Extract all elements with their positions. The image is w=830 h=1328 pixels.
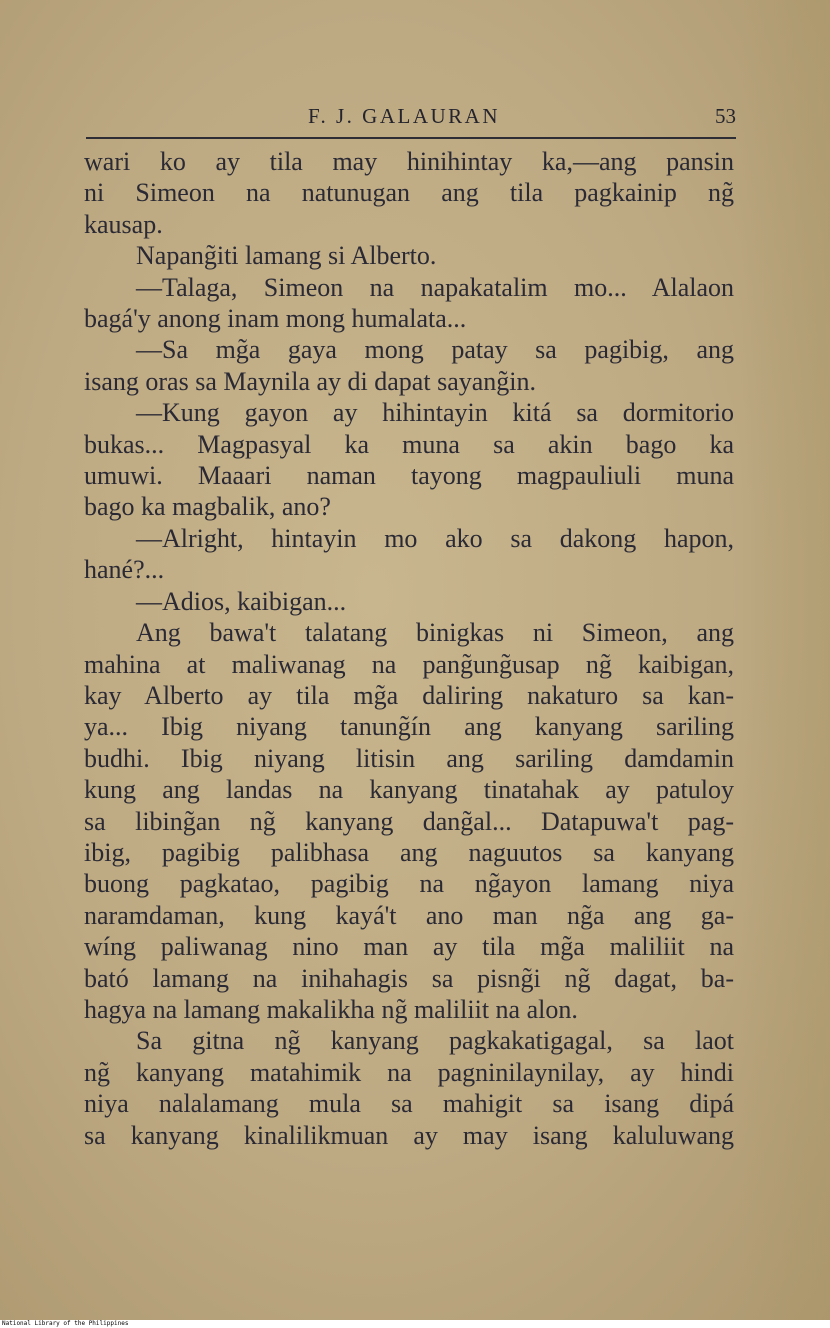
text-line: Ang bawa't talatang binigkas ni Simeon, ang bbox=[136, 618, 734, 648]
text-line: —Talaga, Simeon na napakatalim mo... Alalaon bbox=[136, 272, 734, 302]
text-line: —Alright, hintayin mo ako sa dakong hapon, bbox=[136, 523, 734, 553]
text-line: —Kung gayon ay hihintayin kitá sa dormitorio bbox=[136, 398, 734, 428]
text-line: bagá'y anong inam mong humalata... bbox=[84, 304, 467, 334]
text-line: ng̃ kanyang matahimik na pagninilaynilay, ay hindi bbox=[84, 1057, 734, 1087]
text-line: niya nalalamang mula sa mahigit sa isang dipá bbox=[84, 1089, 734, 1119]
text-line: isang oras sa Maynila ay di dapat sayang̃in. bbox=[84, 366, 536, 396]
page-edge-shading bbox=[740, 0, 830, 1320]
page-number: 53 bbox=[715, 104, 736, 128]
text-line: ya... Ibig niyang tanung̃ín ang kanyang sariling bbox=[84, 712, 734, 742]
running-head-author: F. J. GALAURAN bbox=[308, 104, 500, 128]
text-line: bukas... Magpasyal ka muna sa akin bago ka bbox=[84, 429, 734, 459]
text-line: —Sa mg̃a gaya mong patay sa pagibig, ang bbox=[136, 335, 734, 365]
text-line: buong pagkatao, pagibig na ng̃ayon lamang niya bbox=[84, 869, 734, 899]
header-rule bbox=[86, 137, 736, 139]
text-line: kung ang landas na kanyang tinatahak ay patuloy bbox=[84, 775, 734, 805]
text-line: umuwi. Maaari naman tayong magpauliuli muna bbox=[84, 461, 734, 491]
text-line: kausap. bbox=[84, 209, 163, 239]
library-credit: National Library of the Philippines bbox=[2, 1320, 129, 1327]
text-line: wari ko ay tila may hinihintay ka,—ang pansin bbox=[84, 147, 734, 176]
text-line: hagya na lamang makalikha ng̃ maliliit na alon. bbox=[84, 994, 578, 1024]
text-line: sa libing̃an ng̃ kanyang dang̃al... Datapuwa't pag- bbox=[84, 806, 734, 836]
text-line: naramdaman, kung kayá't ano man ng̃a ang ga- bbox=[84, 900, 734, 930]
text-line: —Adios, kaibigan... bbox=[136, 586, 347, 616]
text-line: mahina at maliwanag na pang̃ung̃usap ng̃ kaibigan, bbox=[84, 649, 734, 679]
text-line: bago ka magbalik, ano? bbox=[84, 492, 331, 522]
text-line: ibig, pagibig palibhasa ang naguutos sa kanyang bbox=[84, 837, 734, 867]
text-line: wíng paliwanag nino man ay tila mg̃a maliliit na bbox=[84, 932, 734, 962]
text-line: kay Alberto ay tila mg̃a daliring nakaturo sa kan- bbox=[84, 680, 734, 710]
text-line: Napang̃iti lamang si Alberto. bbox=[136, 241, 437, 271]
text-line: hané?... bbox=[84, 555, 165, 585]
running-head bbox=[86, 104, 736, 134]
text-line: bató lamang na inihahagis sa pisng̃i ng̃ dagat, ba- bbox=[84, 963, 734, 993]
text-line: Sa gitna ng̃ kanyang pagkakatigagal, sa laot bbox=[136, 1026, 734, 1056]
text-line: sa kanyang kinalilikmuan ay may isang kaluluwang bbox=[84, 1120, 734, 1150]
text-line: budhi. Ibig niyang litisin ang sariling damdamin bbox=[84, 743, 734, 773]
body-text bbox=[84, 146, 734, 1151]
text-line: ni Simeon na natunugan ang tila pagkainip ng̃ bbox=[84, 178, 734, 208]
